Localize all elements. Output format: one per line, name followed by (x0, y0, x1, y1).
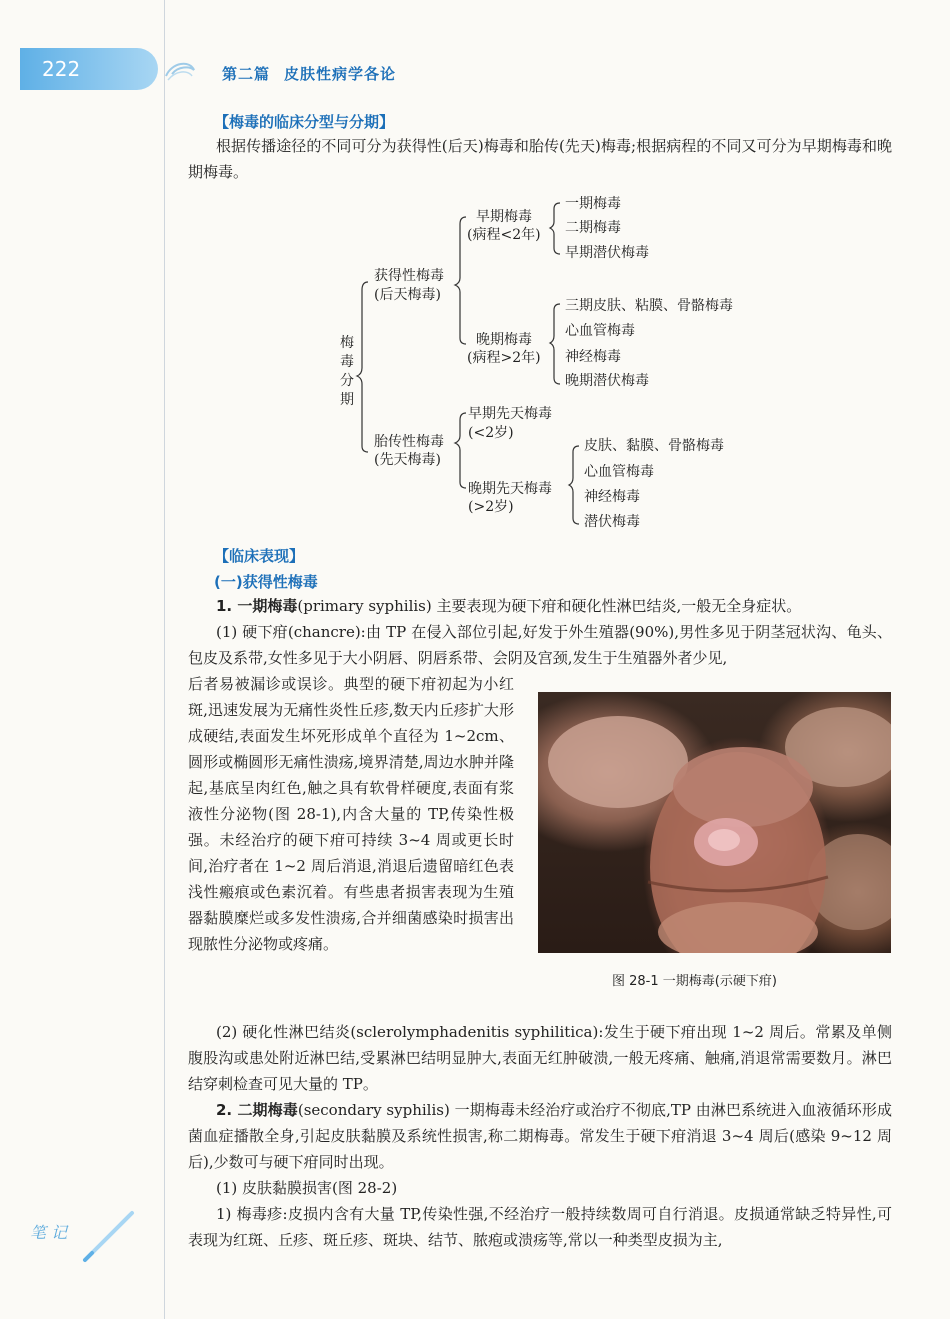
tree-late-item: 三期皮肤、粘膜、骨骼梅毒 (565, 298, 733, 314)
tree-late-label: 晚期梅毒 (476, 332, 532, 348)
tree-early-item: 一期梅毒 (565, 196, 621, 212)
secondary-title: 2. 二期梅毒 (216, 1101, 298, 1119)
tree-cong-late-sub: (>2岁) (468, 499, 514, 515)
tree-root: 梅毒分期 (340, 335, 354, 408)
paragraph-secondary (188, 1097, 892, 1175)
paragraph-chancre-wrap: 后者易被漏诊或误诊。典型的硬下疳初起为小红斑,迅速发展为无痛性炎性丘疹,数天内丘疹扩大形成硬结,表面发生坏死形成单个直径为 1~2cm、圆形或椭圆形无痛性溃疡,境界清楚,周边水肿并隆起,基底呈肉红色,触之具有软骨样硬度,表面有浆液性分泌物(图 28-1),内含大量的 TP,传染性极强。未经治疗的硬下疳可持续 3~4 周或更长时间,治疗者在 1~2 周后消退,消退后遗留暗红色表浅性瘢痕或色素沉着。有些患者损害表现为生殖器黏膜糜烂或多发性溃疡,合并细菌感染时损害出现脓性分泌物或疼痛。 (188, 675, 514, 953)
paragraph-lymphadenitis: (2) 硬化性淋巴结炎(sclerolymphadenitis syphilitica):发生于硬下疳出现 1~2 周后。常累及单侧腹股沟或患处附近淋巴结,受累淋巴结明显肿大,表面无红肿破溃,一般无疼痛、触痛,消退常需要数月。淋巴结穿刺检查可见大量的 TP。 (188, 1023, 892, 1093)
tree-late-item: 心血管梅毒 (565, 323, 635, 339)
classification-tree-lines (0, 0, 950, 560)
classification-heading: 【梅毒的临床分型与分期】 (214, 113, 395, 131)
tree-cong-late-item: 神经梅毒 (584, 489, 640, 505)
tree-congenital-label: 胎传性梅毒 (374, 434, 444, 450)
tree-acquired-sub: (后天梅毒) (374, 287, 441, 303)
tree-cong-early-sub: (<2岁) (468, 425, 514, 441)
clinical-heading: 【临床表现】 (214, 547, 305, 565)
tree-acquired-label: 获得性梅毒 (374, 268, 444, 284)
tree-early-item: 二期梅毒 (565, 220, 621, 236)
tree-late-item: 晚期潜伏梅毒 (565, 373, 649, 389)
primary-title: 1. 一期梅毒 (216, 597, 298, 615)
tree-late-sub: (病程>2年) (467, 350, 541, 366)
page-number: 222 (42, 57, 81, 81)
tree-late-item: 神经梅毒 (565, 349, 621, 365)
primary-text: (primary syphilis) 主要表现为硬下疳和硬化性淋巴结炎,一般无全身症状。 (297, 597, 802, 615)
paragraph-primary (188, 593, 892, 619)
notes-label: 笔 记 (30, 1223, 68, 1242)
tree-early-item: 早期潜伏梅毒 (565, 245, 649, 261)
tree-cong-late-item: 心血管梅毒 (584, 464, 654, 480)
tree-cong-early-label: 早期先天梅毒 (468, 406, 552, 422)
tree-early-sub: (病程<2年) (467, 227, 541, 243)
tree-cong-late-item: 皮肤、黏膜、骨骼梅毒 (584, 438, 724, 454)
pencil-icon (80, 1205, 140, 1265)
tree-congenital-sub: (先天梅毒) (374, 452, 441, 468)
figure-photo-primary-syphilis (538, 692, 891, 953)
tree-cong-late-label: 晚期先天梅毒 (468, 481, 552, 497)
photo-illustration (538, 692, 891, 953)
paragraph-syphilid: 1) 梅毒疹:皮损内含有大量 TP,传染性强,不经治疗一般持续数周可自行消退。皮损通常缺乏特异性,可表现为红斑、丘疹、斑丘疹、斑块、结节、脓疱或溃疡等,常以一种类型皮损为主, (188, 1205, 892, 1249)
part-title: 皮肤性病学各论 (284, 65, 397, 83)
tree-cong-late-item: 潜伏梅毒 (584, 514, 640, 530)
secondary-text: (secondary syphilis) 一期梅毒未经治疗或治疗不彻底,TP 由淋巴系统进入血液循环形成菌血症播散全身,引起皮肤黏膜及系统性损害,称二期梅毒。常发生于硬下疳消退 3~4 周后(感染 9~12 周后),少数可与硬下疳同时出现。 (188, 1101, 892, 1171)
tree-early-label: 早期梅毒 (476, 209, 532, 225)
figure-caption: 图 28-1 一期梅毒(示硬下疳) (612, 974, 777, 989)
paragraph-skin-lesions: (1) 皮肤黏膜损害(图 28-2) (216, 1179, 398, 1197)
part-number: 第二篇 (222, 65, 271, 83)
paragraph-chancre: (1) 硬下疳(chancre):由 TP 在侵入部位引起,好发于外生殖器(90%),男性多见于阴茎冠状沟、龟头、包皮及系带,女性多见于大小阴唇、阴唇系带、会阴及宫颈,发生于生殖器外者少见, (188, 623, 892, 667)
clinical-subheading: (一)获得性梅毒 (214, 573, 318, 591)
classification-intro: 根据传播途径的不同可分为获得性(后天)梅毒和胎传(先天)梅毒;根据病程的不同又可分为早期梅毒和晚期梅毒。 (188, 137, 892, 181)
